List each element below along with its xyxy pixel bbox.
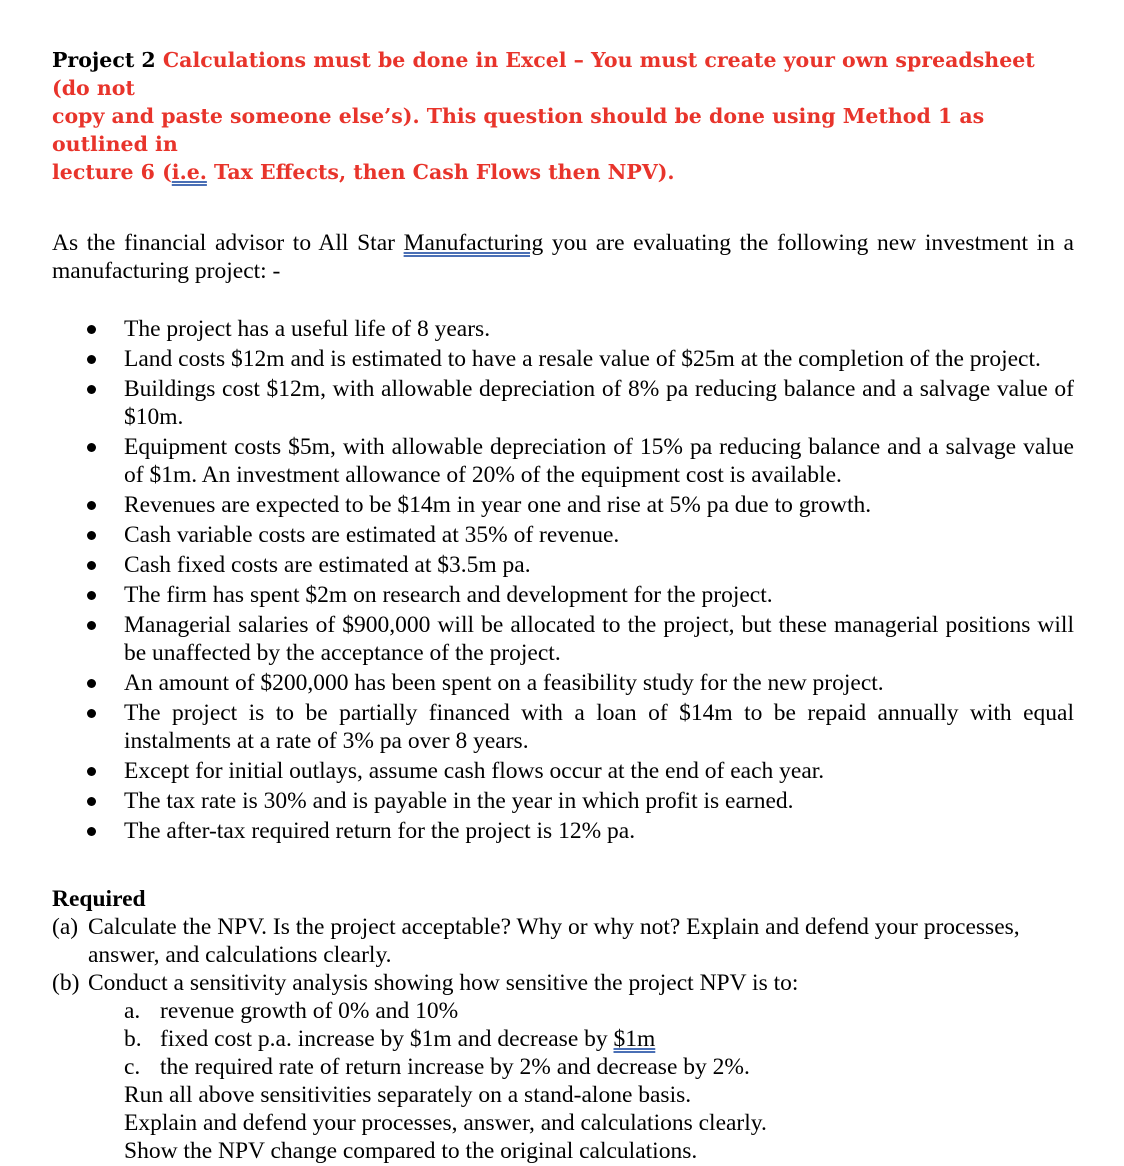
list-item	[52, 1025, 1074, 1053]
list-item	[52, 521, 1074, 549]
note-npv-change: Show the NPV change compared to the original calculations.	[124, 1138, 698, 1164]
list-item-text: Except for initial outlays, assume cash flows occur at the end of each year.	[124, 758, 825, 784]
list-item	[52, 699, 1074, 755]
bullet-icon	[87, 501, 96, 510]
list-item	[52, 997, 1074, 1025]
list-item	[52, 433, 1074, 489]
sub-item-text: the required rate of return increase by 2% and decrease by 2%.	[160, 1054, 750, 1080]
bullet-icon	[87, 767, 96, 776]
list-item	[52, 581, 1074, 609]
list-item-text: Land costs $12m and is estimated to have a resale value of $25m at the completion of the project.	[124, 346, 1041, 372]
list-item	[52, 491, 1074, 519]
sub-item-label: c.	[124, 1054, 141, 1080]
note-standalone: Run all above sensitivities separately on a stand-alone basis.	[124, 1082, 692, 1108]
sub-item-label: a.	[124, 998, 141, 1024]
bullet-icon	[87, 325, 96, 334]
list-item	[52, 817, 1074, 845]
bullet-icon	[87, 443, 96, 452]
list-item	[52, 757, 1074, 785]
project-heading	[52, 46, 1074, 186]
list-item-text: The tax rate is 30% and is payable in the year in which profit is earned.	[124, 788, 794, 814]
bullet-icon	[87, 591, 96, 600]
requirement-b-text: Conduct a sensitivity analysis showing how sensitive the project NPV is to:	[88, 970, 799, 996]
heading-line-2: copy and paste someone else’s). This question should be done using Method 1 as outlined in	[52, 104, 985, 156]
list-item	[52, 669, 1074, 697]
sensitivity-list	[52, 997, 1074, 1081]
list-item-text: Buildings cost $12m, with allowable depreciation of 8% pa reducing balance and a salvage value of $10m.	[124, 376, 1074, 430]
list-item	[52, 551, 1074, 579]
bullet-icon	[87, 679, 96, 688]
note-explain: Explain and defend your processes, answer, and calculations clearly.	[124, 1110, 767, 1136]
sub-item-text-pre: fixed cost p.a. increase by $1m and decrease by	[160, 1026, 614, 1052]
project-label: Project 2	[52, 48, 156, 72]
heading-line-1: Calculations must be done in Excel – You must create your own spreadsheet (do not	[52, 48, 1035, 100]
bullet-icon	[87, 709, 96, 718]
requirement-a	[52, 913, 1074, 969]
requirement-b-label: (b)	[52, 970, 80, 996]
sub-item-text-underlined: $1m	[613, 1026, 656, 1052]
heading-line-3-pre: lecture 6 (	[52, 160, 172, 184]
bullet-icon	[87, 561, 96, 570]
requirement-a-text: Calculate the NPV. Is the project acceptable? Why or why not? Explain and defend your processes, answer, and calculations clearly.	[88, 914, 1020, 968]
list-item	[52, 345, 1074, 373]
bullet-icon	[87, 797, 96, 806]
required-section	[52, 885, 1074, 1165]
list-item	[52, 787, 1074, 815]
intro-text-manufacturing: Manufacturing	[403, 230, 544, 256]
list-item	[52, 1053, 1074, 1081]
list-item-text: The project is to be partially financed with a loan of $14m to be repaid annually with equal instalments at a rate of 3% pa over 8 years.	[124, 700, 1074, 754]
bullet-icon	[87, 355, 96, 364]
bullet-icon	[87, 621, 96, 630]
list-item-text: The after-tax required return for the project is 12% pa.	[124, 818, 636, 844]
list-item-text: An amount of $200,000 has been spent on a feasibility study for the new project.	[124, 670, 884, 696]
intro-text-pre: As the financial advisor to All Star	[52, 230, 404, 256]
list-item-text: Cash fixed costs are estimated at $3.5m pa.	[124, 552, 531, 578]
list-item-text: Revenues are expected to be $14m in year one and rise at 5% pa due to growth.	[124, 492, 872, 518]
list-item-text: The project has a useful life of 8 years.	[124, 316, 491, 342]
intro-text-post: you are evaluating the following new investment in a manufacturing project: -	[52, 230, 1074, 284]
list-item	[52, 375, 1074, 431]
requirement-a-label: (a)	[52, 914, 79, 940]
list-item-text: Managerial salaries of $900,000 will be allocated to the project, but these managerial positions will be unaffected by the acceptance of the project.	[124, 612, 1074, 666]
bullet-icon	[87, 531, 96, 540]
intro-paragraph	[52, 229, 1074, 285]
sub-item-label: b.	[124, 1026, 142, 1052]
list-item-text: The firm has spent $2m on research and development for the project.	[124, 582, 773, 608]
sub-item-text: revenue growth of 0% and 10%	[160, 998, 459, 1024]
list-item	[52, 315, 1074, 343]
assumptions-list	[52, 315, 1074, 845]
heading-line-3-ie: i.e.	[171, 160, 207, 184]
requirement-b	[52, 969, 1074, 997]
required-title: Required	[52, 886, 146, 912]
bullet-icon	[87, 827, 96, 836]
heading-line-3-post: Tax Effects, then Cash Flows then NPV).	[206, 160, 675, 184]
document-page	[52, 46, 1074, 1165]
list-item-text: Equipment costs $5m, with allowable depreciation of 15% pa reducing balance and a salvage value of $1m. An investment allowance of 20% of the equipment cost is available.	[124, 434, 1074, 488]
list-item	[52, 611, 1074, 667]
list-item-text: Cash variable costs are estimated at 35% of revenue.	[124, 522, 620, 548]
bullet-icon	[87, 385, 96, 394]
